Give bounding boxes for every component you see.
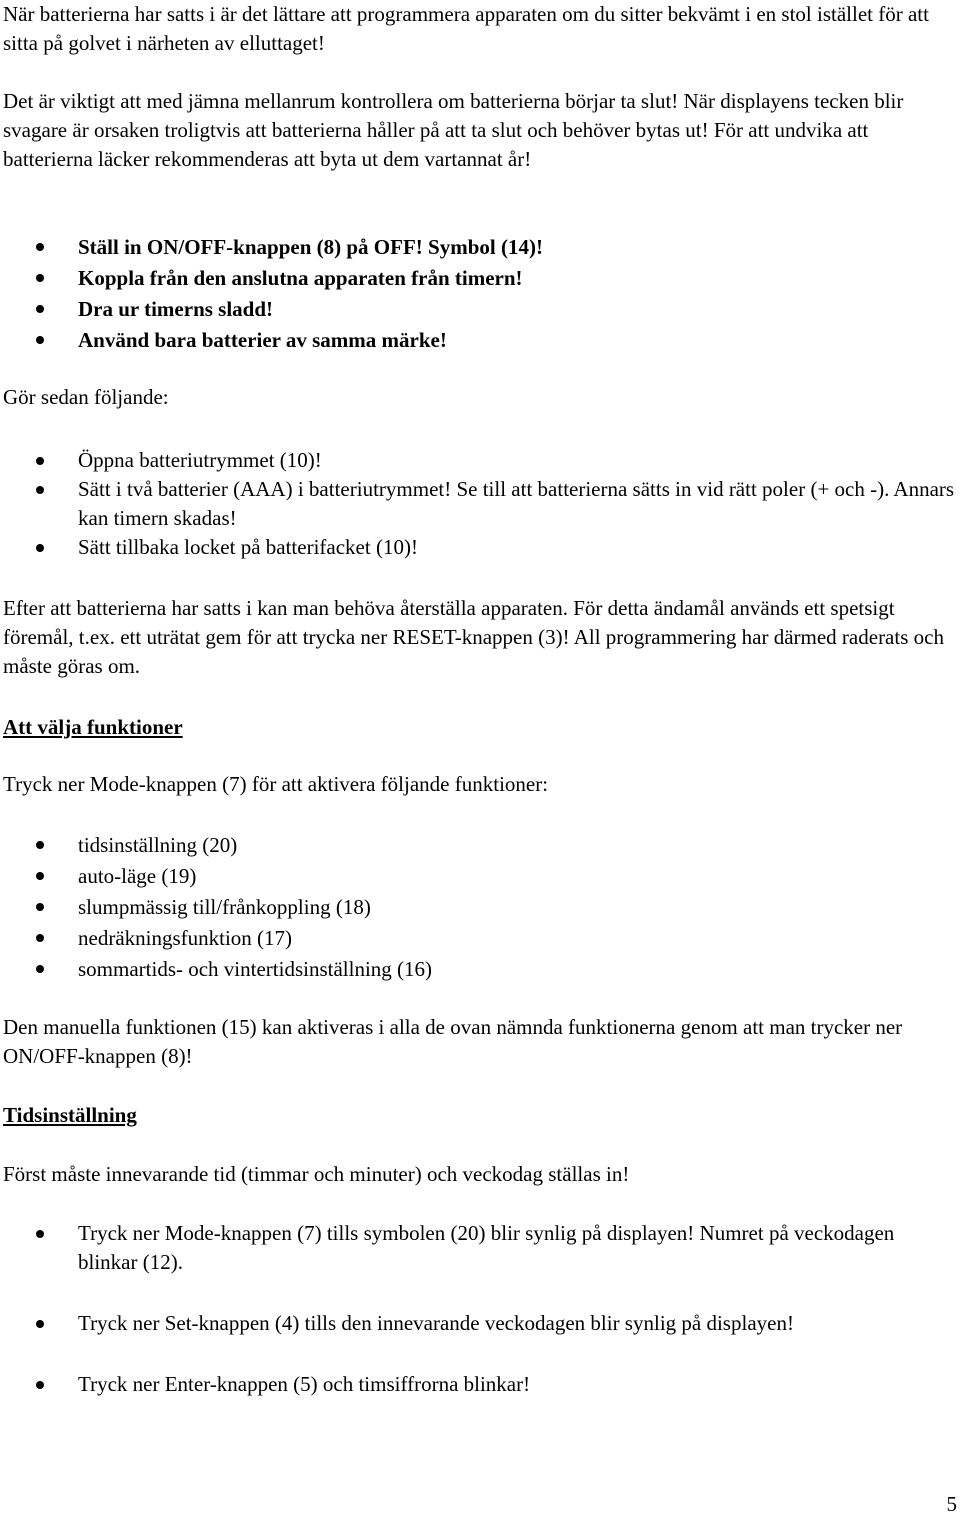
paragraph-reset: Efter att batterierna har satts i kan man behöva återställa apparaten. För detta ändamål används ett spetsigt föremål, t.ex. ett uträtat gem för att trycka ner RESET-knappen (3)! All programmering har därmed raderats och måste göras om. <box>3 596 944 678</box>
paragraph-manual-function: Den manuella funktionen (15) kan aktiveras i alla de ovan nämnda funktionerna genom att man trycker ner ON/OFF-knappen (8)! <box>3 1015 903 1068</box>
heading-time-setting: Tidsinställning <box>3 1103 137 1127</box>
paragraph-battery-intro: När batterierna har satts i är det lättare att programmera apparaten om du sitter bekvämt i en stol istället för att sitta på golvet i närheten av elluttaget! <box>3 2 929 55</box>
list-item: auto-läge (19) <box>3 861 432 892</box>
list-item: Sätt tillbaka locket på batterifacket (10)! <box>3 533 957 562</box>
list-item: Tryck ner Set-knappen (4) tills den innevarande veckodagen blir synlig på displayen! <box>3 1309 957 1338</box>
paragraph-set-time: Först måste innevarande tid (timmar och minuter) och veckodag ställas in! <box>3 1162 630 1186</box>
list-item: Öppna batteriutrymmet (10)! <box>3 446 957 475</box>
list-item: Koppla från den anslutna apparaten från timern! <box>3 263 543 294</box>
list-precautions <box>3 232 543 356</box>
list-item: Använd bara batterier av samma märke! <box>3 325 543 356</box>
list-item: Sätt i två batterier (AAA) i batteriutrymmet! Se till att batterierna sätts in vid rätt poler (+ och -). Annars kan timern skadas! <box>3 475 957 533</box>
list-functions <box>3 830 432 985</box>
page-number: 5 <box>946 1492 957 1516</box>
list-item: Tryck ner Enter-knappen (5) och timsiffrorna blinkar! <box>3 1370 957 1399</box>
list-battery-steps <box>3 446 957 562</box>
list-item: nedräkningsfunktion (17) <box>3 923 432 954</box>
list-time-steps <box>3 1219 957 1431</box>
list-item: tidsinställning (20) <box>3 830 432 861</box>
heading-select-functions: Att välja funktioner <box>3 715 183 739</box>
list-item: slumpmässig till/frånkoppling (18) <box>3 892 432 923</box>
paragraph-mode-button: Tryck ner Mode-knappen (7) för att aktivera följande funktioner: <box>3 772 549 796</box>
paragraph-then-do: Gör sedan följande: <box>3 385 169 409</box>
list-item: sommartids- och vintertidsinställning (16) <box>3 954 432 985</box>
list-item: Ställ in ON/OFF-knappen (8) på OFF! Symbol (14)! <box>3 232 543 263</box>
paragraph-battery-check: Det är viktigt att med jämna mellanrum kontrollera om batterierna börjar ta slut! När displayens tecken blir svagare är orsaken troligtvis att batterierna håller på att ta slut och behöver bytas ut! För att undvika att batterierna läcker rekommenderas att byta ut dem vartannat år! <box>3 89 904 171</box>
list-item: Tryck ner Mode-knappen (7) tills symbolen (20) blir synlig på displayen! Numret på veckodagen blinkar (12). <box>3 1219 957 1277</box>
list-item: Dra ur timerns sladd! <box>3 294 543 325</box>
